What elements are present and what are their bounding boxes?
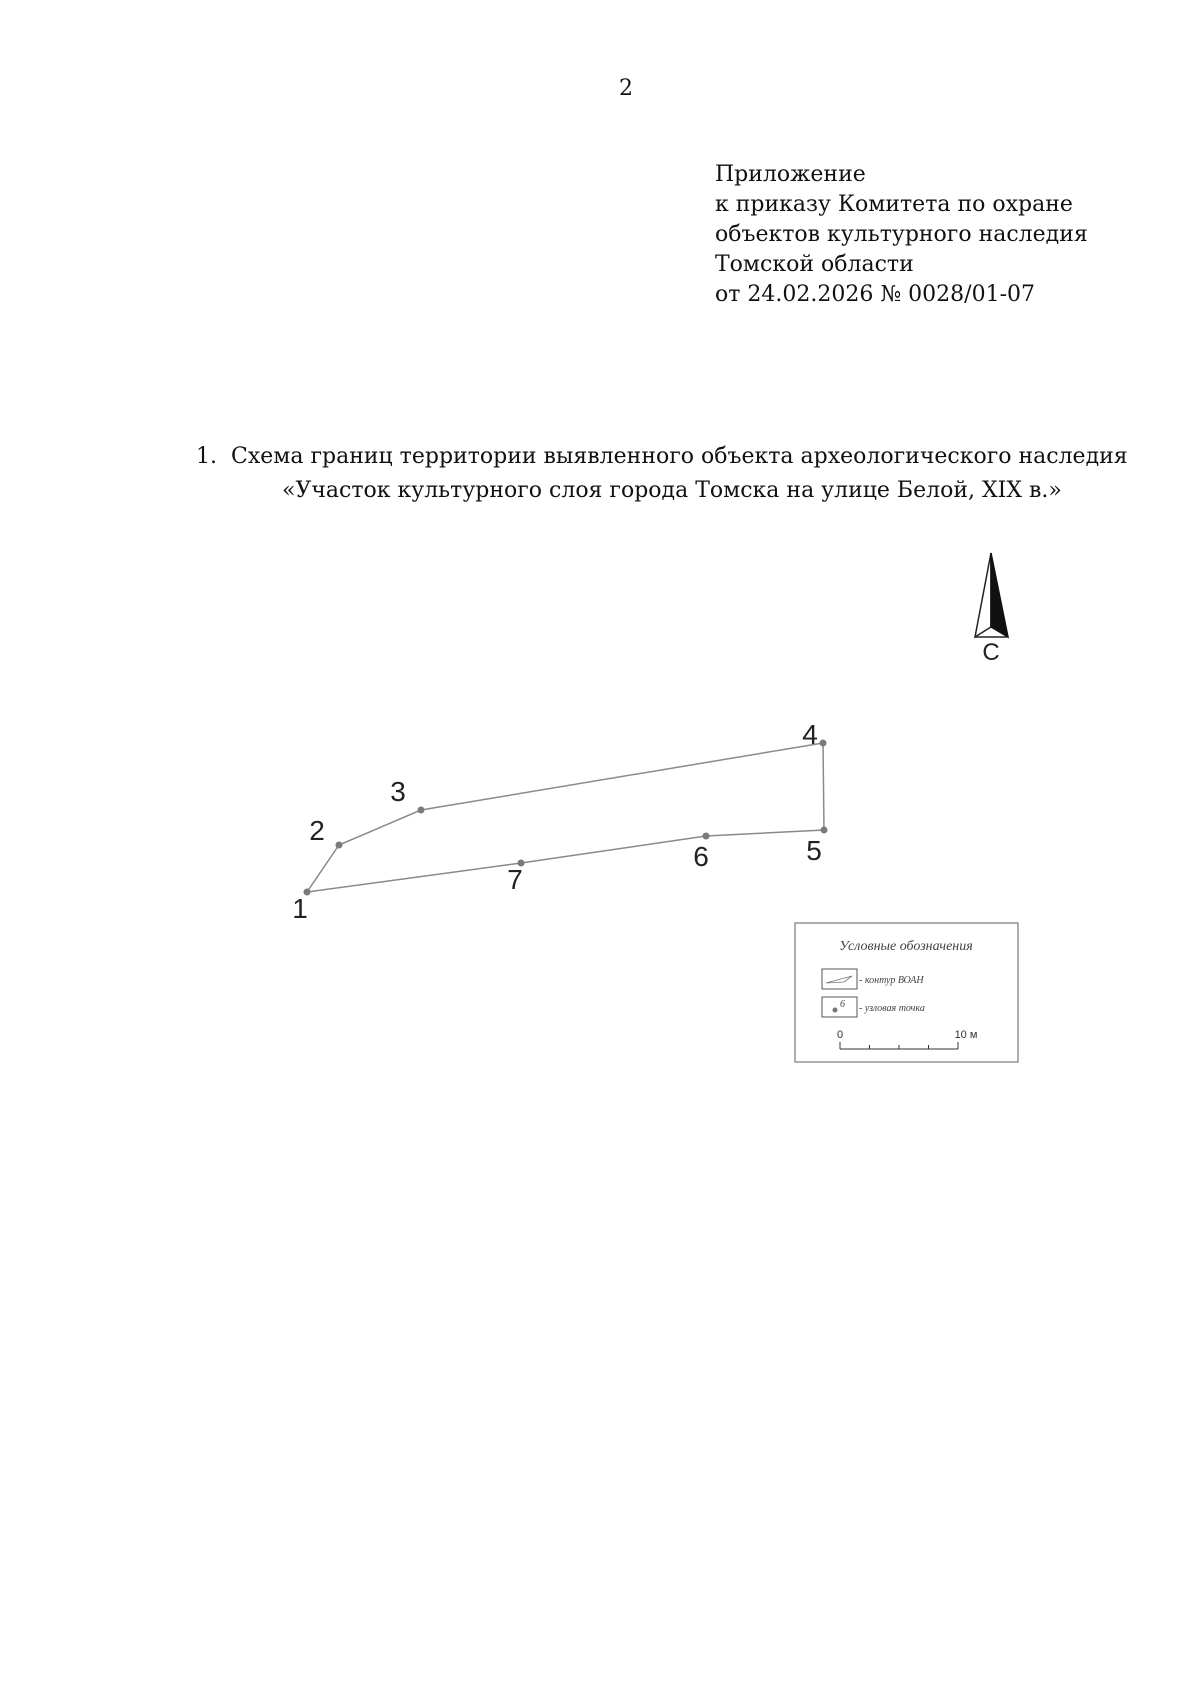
heading-line-2: «Участок культурного слоя города Томска на улице Белой, XIX в.» xyxy=(282,478,1062,503)
legend-point-sample: 6 xyxy=(840,999,845,1010)
legend-contour-label: - контур ВОАН xyxy=(859,975,924,986)
heading-line-1: Схема границ территории выявленного объекта археологического наследия xyxy=(231,444,1128,469)
appendix-line-5: от 24.02.2026 № 0028/01-07 xyxy=(715,282,1035,307)
page-number: 2 xyxy=(619,76,633,101)
point-label-2: 2 xyxy=(309,815,325,846)
scale-zero-label: 0 xyxy=(836,1029,844,1041)
appendix-line-1: Приложение xyxy=(715,162,866,187)
point-label-5: 5 xyxy=(806,835,822,866)
north-arrow-icon xyxy=(975,553,1008,637)
north-label: С xyxy=(982,639,1000,666)
legend xyxy=(795,923,1018,1062)
boundary-point-3 xyxy=(418,807,425,814)
point-label-1: 1 xyxy=(292,893,308,924)
legend-title: Условные обозначения xyxy=(839,939,973,954)
legend-point-icon xyxy=(833,1008,838,1013)
boundary-contour xyxy=(307,743,824,892)
point-label-3: 3 xyxy=(390,776,406,807)
point-label-4: 4 xyxy=(802,719,818,750)
boundary-point-4 xyxy=(820,740,827,747)
point-label-6: 6 xyxy=(693,841,709,872)
scale-max-label: 10 м xyxy=(954,1029,978,1041)
appendix-line-4: Томской области xyxy=(715,252,914,277)
appendix-line-2: к приказу Комитета по охране xyxy=(715,192,1073,217)
point-label-7: 7 xyxy=(507,864,523,895)
boundary-point-5 xyxy=(821,827,828,834)
appendix-line-3: объектов культурного наследия xyxy=(715,222,1088,247)
boundary-point-2 xyxy=(336,842,343,849)
legend-point-label: - узловая точка xyxy=(859,1003,925,1014)
boundary-point-6 xyxy=(703,833,710,840)
heading-number: 1. xyxy=(196,444,217,469)
